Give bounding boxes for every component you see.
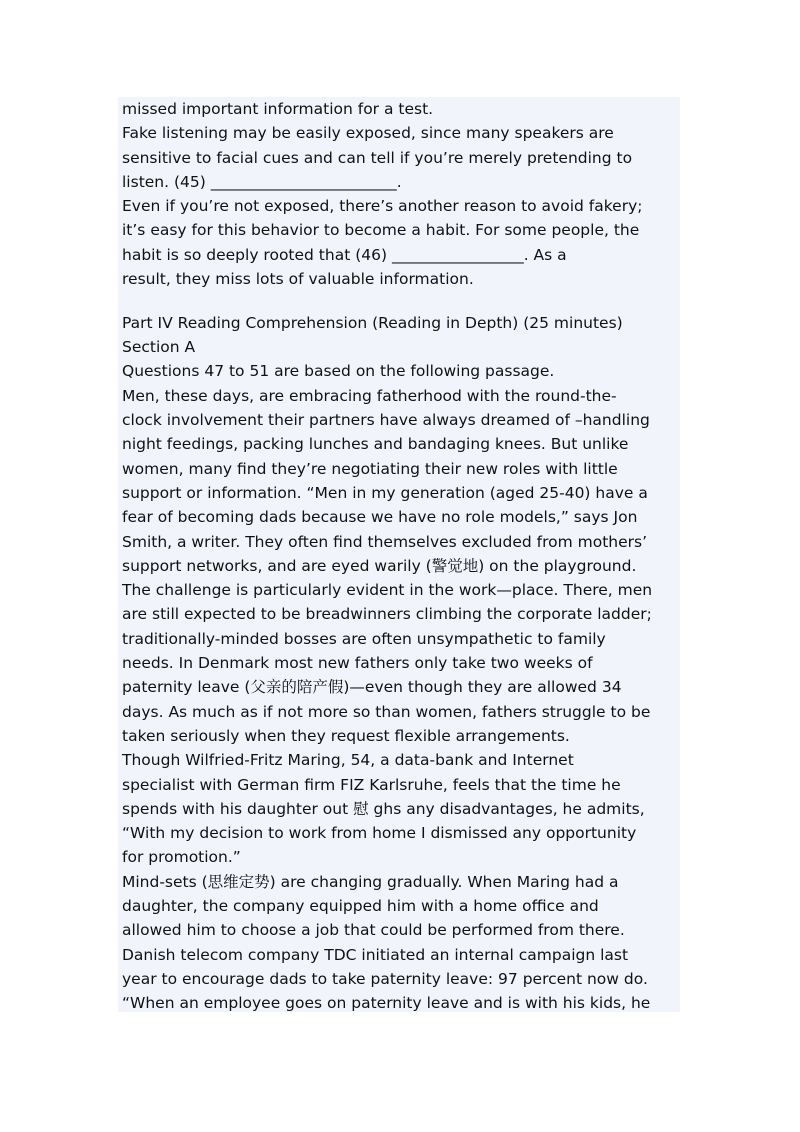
passage-line: taken seriously when they request flexible arrangements. [122, 726, 570, 745]
paragraph-fake-listening [122, 121, 680, 194]
passage-line: specialist with German firm FIZ Karlsruhe, feels that the time he [122, 775, 621, 794]
passage-line: year to encourage dads to take paternity leave: 97 percent now do. [122, 969, 648, 988]
passage-line: fear of becoming dads because we have no role models,” says Jon [122, 508, 638, 527]
passage-line: The challenge is particularly evident in the work—place. There, men [122, 581, 653, 600]
text-line: Even if you’re not exposed, there’s another reason to avoid fakery; [122, 197, 643, 216]
passage-line: Men, these days, are embracing fatherhood with the round-the- [122, 386, 617, 405]
passage-line: Danish telecom company TDC initiated an internal campaign last [122, 945, 629, 964]
passage-line: women, many find they’re negotiating their new roles with little [122, 459, 618, 478]
reading-passage [122, 384, 680, 1012]
text-line: it’s easy for this behavior to become a habit. For some people, the [122, 221, 640, 240]
passage-line: support or information. “Men in my generation (aged 25-40) have a [122, 483, 648, 502]
paragraph-fakery [122, 194, 680, 291]
paragraph-spacer [122, 291, 680, 311]
passage-line: spends with his daughter out 慰 ghs any disadvantages, he admits, [122, 799, 645, 818]
text-line: Fake listening may be easily exposed, since many speakers are [122, 124, 614, 143]
passage-line: clock involvement their partners have always dreamed of –handling [122, 411, 650, 430]
passage-line: paternity leave (父亲的陪产假)—even though they are allowed 34 [122, 678, 622, 697]
text-line: habit is so deeply rooted that (46) _________________. As a [122, 245, 567, 264]
document-text-block [118, 97, 680, 1012]
passage-line: allowed him to choose a job that could be performed from there. [122, 921, 625, 940]
passage-line: Mind-sets (思维定势) are changing gradually. When Maring had a [122, 872, 619, 891]
text-line: missed important information for a test. [122, 100, 434, 118]
passage-line: Though Wilfried-Fritz Maring, 54, a data-bank and Internet [122, 751, 574, 770]
passage-line: night feedings, packing lunches and bandaging knees. But unlike [122, 435, 629, 454]
passage-line: “With my decision to work from home I dismissed any opportunity [122, 824, 637, 843]
passage-instructions: Questions 47 to 51 are based on the following passage. [122, 362, 555, 381]
text-line: result, they miss lots of valuable information. [122, 270, 474, 289]
passage-line: support networks, and are eyed warily (警觉地) on the playground. [122, 556, 637, 575]
passage-line: are still expected to be breadwinners climbing the corporate ladder; [122, 605, 652, 624]
text-line: listen. (45) ________________________. [122, 172, 402, 191]
passage-line: Smith, a writer. They often find themselves excluded from mothers’ [122, 532, 648, 551]
text-line: sensitive to facial cues and can tell if you’re merely pretending to [122, 148, 633, 167]
passage-line: for promotion.” [122, 848, 241, 867]
part-heading: Part IV Reading Comprehension (Reading in Depth) (25 minutes) [122, 313, 623, 332]
section-heading: Section A [122, 338, 196, 357]
passage-line: needs. In Denmark most new fathers only take two weeks of [122, 654, 593, 673]
passage-line: traditionally-minded bosses are often unsympathetic to family [122, 629, 606, 648]
passage-line: “When an employee goes on paternity leave and is with his kids, he [122, 994, 651, 1012]
passage-line: daughter, the company equipped him with a home office and [122, 897, 599, 915]
passage-line: days. As much as if not more so than women, fathers struggle to be [122, 702, 651, 721]
paragraph-intro [122, 97, 680, 121]
